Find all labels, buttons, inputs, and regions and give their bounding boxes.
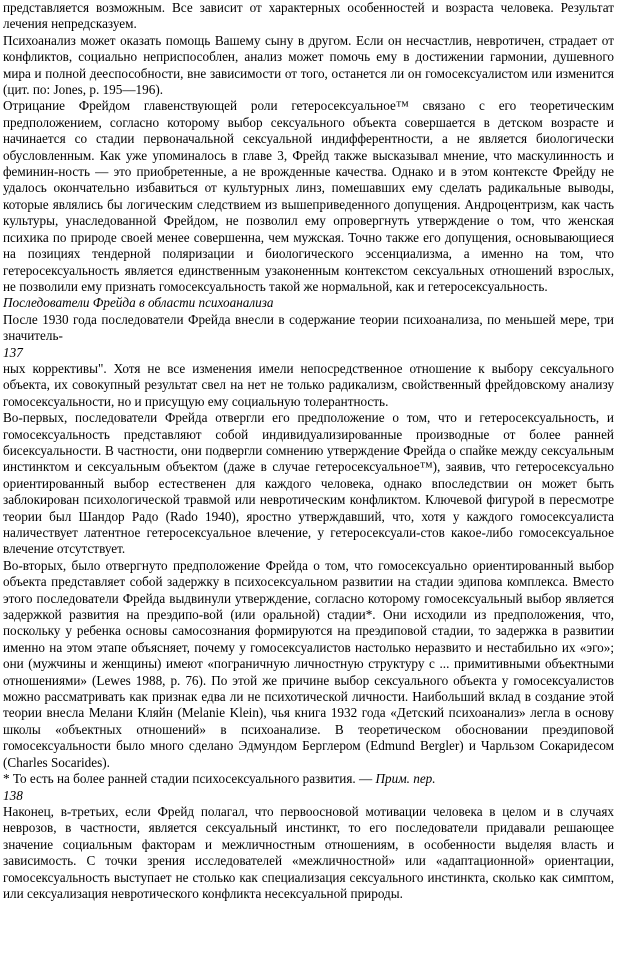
paragraph: представляется возможным. Все зависит от характерных особенностей и возраста человека. Результат лечения непредсказуем. xyxy=(3,0,614,32)
paragraph: Во-первых, последователи Фрейда отвергли его предположение о том, что и гетеросексуальность, и гомосексуальность представляют собой индивидуализированные производные от более ранней бисексуальности. В частности, они подвергли сомнению утверждение Фрейда о спайке между сексуальным инстинктом и сексуальным объектом (даже в случае гетеросексуальное™), заявив, что гетеросексуально ориентированный выбор естественен для каждого человека, однако впоследствии он может быть заблокирован психологической травмой или невротическим конфликтом. Ключевой фигурой в пересмотре теории был Шандор Радо (Rado 1940), яростно утверждавший, что, хотя у каждого гомосексуалиста наличествует латентное гетеросексуальное влечение, у гетеросексуали-стов какое-либо гомосексуальное влечение отсутствует. xyxy=(3,410,614,557)
footnote-attribution: Прим. пер. xyxy=(375,771,436,787)
page-number: 137 xyxy=(3,344,23,360)
page-number: 138 xyxy=(3,787,23,803)
paragraph: После 1930 года последователи Фрейда внесли в содержание теории психоанализа, по меньшей мере, три значитель- xyxy=(3,311,614,344)
footnote xyxy=(3,771,614,787)
footnote-text: * То есть на более ранней стадии психосексуального развития. — xyxy=(3,771,376,787)
paragraph: Наконец, в-третьих, если Фрейд полагал, что первоосновой мотивации человека в целом и в случаях неврозов, в частности, является сексуальный инстинкт, то его последователи придавали решающее значение социальным факторам и межличностным отношениям, в особенности выделяя власть и зависимость. С точки зрения исследователей «межличностной» или «адаптационной» ориентации, гомосексуальность выступает не столько как специализация сексуального инстинкта, сколько как симптом, или сексуализация невротического конфликта несексуальной природы. xyxy=(3,803,614,901)
section-heading: Последователи Фрейда в области психоанализа xyxy=(3,295,274,311)
paragraph: ных коррективы". Хотя не все изменения имели непосредственное отношение к выбору сексуального объекта, их совокупный результат свел на нет не только радикализм, свойственный фрейдовскому анализу гомосексуальности, но и присущую ему социальную толерантность. xyxy=(3,360,614,409)
paragraph: Психоанализ может оказать помощь Вашему сыну в другом. Если он несчастлив, невротичен, страдает от конфликтов, социально неприспособлен, анализ может помочь ему в достижении гармонии, душевного мира и полной дееспособности, вне зависимости от того, останется ли он гомосексуалистом или изменится (цит. по: Jones, р. 195—196). xyxy=(3,32,614,98)
paragraph: Отрицание Фрейдом главенствующей роли гетеросексуальное™ связано с его теоретическим предположением, согласно которому выбор сексуального объекта совершается в детском возрасте и начинается со стадии первоначальной сексуальной индифферентности, а не является биологически обусловленным. Как уже упоминалось в главе 3, Фрейд также высказывал мнение, что маскулинность и феминин-ность — это приобретенные, а не врожденные качества. Однако и в этом контексте Фрейду не удалось окончательно избавиться от культурных линз, помешавших ему сделать радикальные выводы, которые являлись бы логическим следствием из вышеприведенного допущения. Андроцентризм, как часть культуры, унаследованной Фрейдом, не позволил ему опровергнуть утверждение о том, что женская психика по природе своей менее совершенна, чем мужская. Точно также его допущения, основывающиеся на позициях тендерной поляризации и биологического эссенциализма, а именно на том, что гетеросексуальность является единственным узаконенным контекстом сексуальных отношений взрослых, не позволили ему признать гомосексуальность такой же нормальной, как и гетеросексуальность. xyxy=(3,98,614,294)
paragraph: Во-вторых, было отвергнуто предположение Фрейда о том, что гомосексуально ориентированный выбор объекта представляет собой задержку в психосексуальном развитии на стадии эдипова комплекса. Вместо этого последователи Фрейда выдвинули утверждение, согласно которому гомосексуальный выбор является задержкой развития на преэдипо-вой (или оральной) стадии*. Они исходили из предположения, что, поскольку у ребенка основы самосознания формируются на преэдиповой стадии, то задержка в развитии именно на этом этапе объясняет, почему у гомосексуалистов настолько неразвито и нестабильно их «эго»; они (мужчины и женщины) имеют «пограничную личностную структуру с ... примитивными объектными отношениями» (Lewes 1988, р. 76). По этой же причине выбор сексуального объекта у гомосексуалистов можно рассматривать как признак едва ли не психотической личности. Наибольший вклад в создание этой теории внесла Мелани Кляйн (Melanie Klein), чья книга 1932 года «Детский психоанализ» легла в основу школы «объектных отношений» в психоанализе. В теоретическом обосновании преэдиповой гомосексуальности было много сделано Эдмундом Берглером (Edmund Bergler) и Чарльзом Сокаридесом (Charles Socarides). xyxy=(3,557,614,770)
